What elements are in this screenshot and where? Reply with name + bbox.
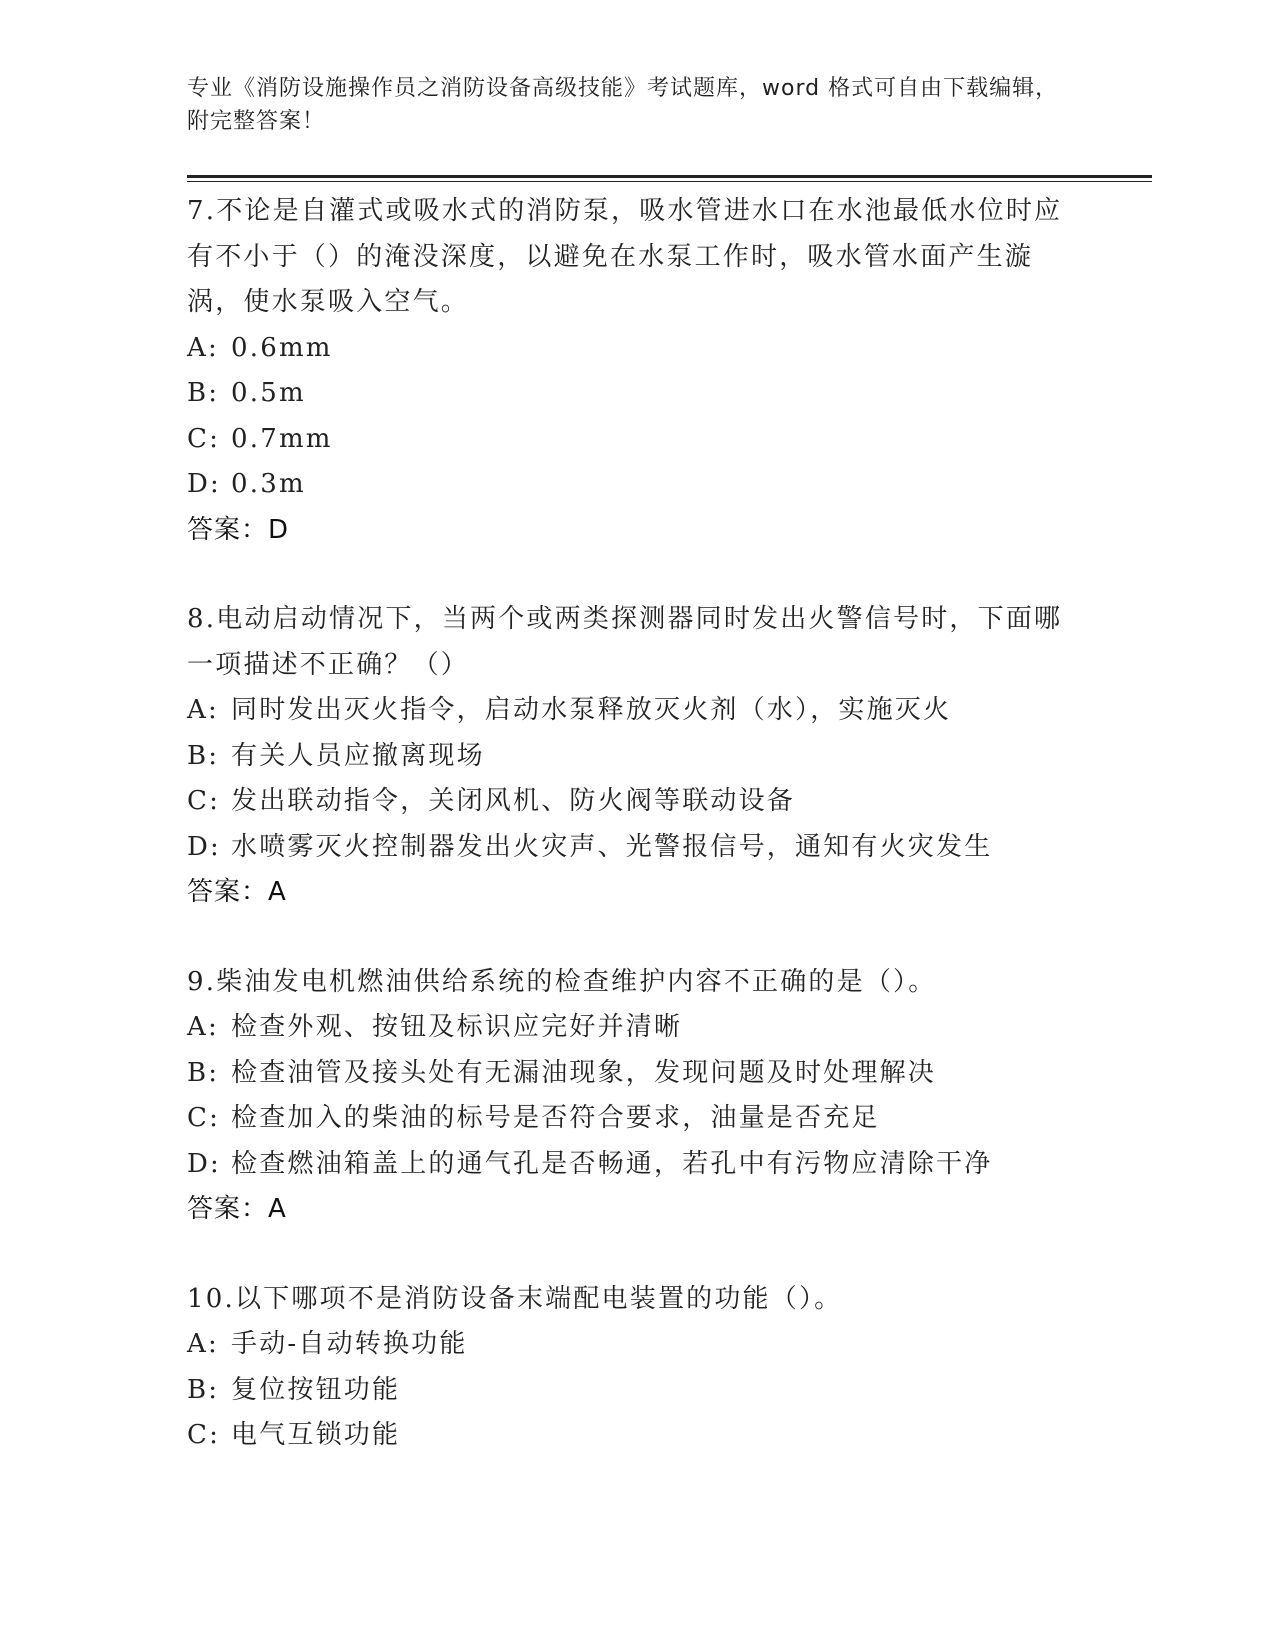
header-divider-thick — [187, 175, 1152, 178]
option-d — [187, 1142, 1067, 1188]
option-text: 检查外观、按钮及标识应完好并清晰 — [231, 1012, 683, 1042]
option-letter: C: — [187, 423, 221, 454]
option-text: 0.5m — [231, 378, 306, 408]
question-text: 电动启动情况下，当两个或两类探测器同时发出火警信号时，下面哪一项描述不正确？（） — [187, 604, 1063, 680]
option-letter: A: — [187, 332, 219, 363]
option-text: 复位按钮功能 — [231, 1374, 401, 1405]
option-letter: D: — [187, 1148, 222, 1179]
question-stem — [187, 960, 1067, 1006]
option-b — [187, 371, 1067, 417]
question-number: 7. — [187, 196, 217, 226]
question-number: 8. — [187, 604, 217, 634]
question-number: 9. — [187, 966, 217, 997]
question-7 — [187, 189, 1067, 553]
option-text: 同时发出灭火指令，启动水泵释放灭火剂（水），实施灭火 — [231, 695, 952, 725]
option-letter: B: — [187, 740, 220, 771]
question-9 — [187, 960, 1067, 1233]
option-text: 检查加入的柴油的标号是否符合要求，油量是否充足 — [231, 1103, 880, 1133]
option-d — [187, 462, 1067, 508]
answer-label: 答案：D — [187, 514, 290, 545]
option-text: 手动-自动转换功能 — [231, 1329, 468, 1359]
option-c — [187, 779, 1067, 825]
option-letter: D: — [187, 831, 222, 862]
option-a — [187, 1322, 1067, 1368]
question-text: 不论是自灌式或吸水式的消防泵，吸水管进水口在水池最低水位时应有不小于（）的淹没深度，以避免在水泵工作时，吸水管水面产生漩涡，使水泵吸入空气。 — [187, 196, 1063, 317]
question-8 — [187, 597, 1067, 916]
option-text: 0.6mm — [231, 332, 333, 363]
option-text: 水喷雾灭火控制器发出火灾声、光警报信号，通知有火灾发生 — [231, 831, 993, 862]
option-text: 发出联动指令，关闭风机、防火阀等联动设备 — [231, 786, 796, 816]
option-letter: B: — [187, 378, 220, 408]
question-stem — [187, 1277, 1067, 1323]
option-letter: A: — [187, 695, 219, 725]
question-text: 以下哪项不是消防设备末端配电装置的功能（）。 — [234, 1283, 843, 1314]
option-letter: C: — [187, 1103, 221, 1133]
option-letter: A: — [187, 1012, 219, 1042]
option-d — [187, 825, 1067, 871]
option-a — [187, 1005, 1067, 1051]
question-text: 柴油发电机燃油供给系统的检查维护内容不正确的是（）。 — [216, 966, 937, 997]
question-list — [187, 189, 1067, 1503]
answer-label: 答案：A — [187, 877, 287, 907]
option-text: 电气互锁功能 — [231, 1420, 401, 1450]
question-stem — [187, 189, 1067, 326]
option-text: 检查燃油箱盖上的通气孔是否畅通，若孔中有污物应清除干净 — [231, 1148, 993, 1179]
option-letter: B: — [187, 1374, 220, 1405]
option-c — [187, 1413, 1067, 1459]
option-a — [187, 326, 1067, 372]
option-letter: B: — [187, 1057, 220, 1088]
question-10 — [187, 1277, 1067, 1459]
question-number: 10. — [187, 1283, 235, 1314]
document-header: 专业《消防设施操作员之消防设备高级技能》考试题库，word 格式可自由下载编辑，附完整答案！ — [187, 76, 1059, 134]
option-letter: D: — [187, 469, 222, 499]
option-text: 有关人员应撤离现场 — [231, 740, 485, 771]
option-text: 0.3m — [231, 469, 306, 499]
option-letter: C: — [187, 786, 221, 816]
option-b — [187, 1368, 1067, 1414]
option-b — [187, 734, 1067, 780]
option-c — [187, 1096, 1067, 1142]
option-a — [187, 688, 1067, 734]
option-letter: C: — [187, 1420, 221, 1450]
option-text: 0.7mm — [231, 423, 333, 454]
option-b — [187, 1051, 1067, 1097]
answer-label: 答案：A — [187, 1194, 287, 1224]
option-text: 检查油管及接头处有无漏油现象，发现问题及时处理解决 — [231, 1057, 937, 1088]
header-divider-thin — [187, 181, 1152, 182]
option-c — [187, 417, 1067, 463]
option-letter: A: — [187, 1329, 219, 1359]
question-stem — [187, 597, 1067, 688]
